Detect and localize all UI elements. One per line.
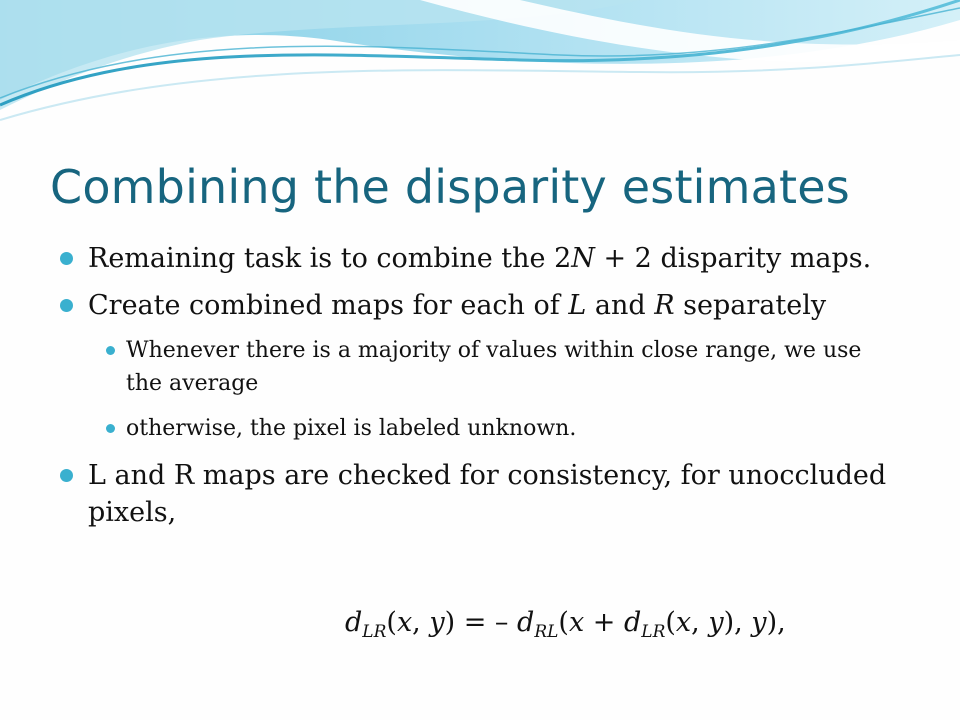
bullet-create-combined-maps: Create combined maps for each of L and R separately: [60, 287, 920, 324]
bullet-remaining-task: Remaining task is to combine the 2N + 2 disparity maps.: [60, 240, 920, 277]
bullet-icon: [60, 252, 73, 265]
bullet-consistency-check: L and R maps are checked for consistency, for unoccluded pixels,: [60, 457, 920, 531]
bullet-icon: [60, 469, 73, 482]
sub-bullet-unknown: otherwise, the pixel is labeled unknown.: [106, 412, 886, 445]
bullet-icon: [60, 299, 73, 312]
slide-title: Combining the disparity estimates: [50, 160, 850, 214]
sub-bullet-majority: Whenever there is a majority of values within close range, we use the average: [106, 334, 886, 400]
header-wave-decoration: [0, 0, 960, 140]
sub-bullet-icon: [106, 346, 115, 355]
sub-bullet-icon: [106, 424, 115, 433]
consistency-equation: $d_{LR}(x$, y) = – $d_{RL}(x + d_{LR}(x$, y), y),: [345, 607, 786, 642]
slide-content: [60, 240, 920, 541]
